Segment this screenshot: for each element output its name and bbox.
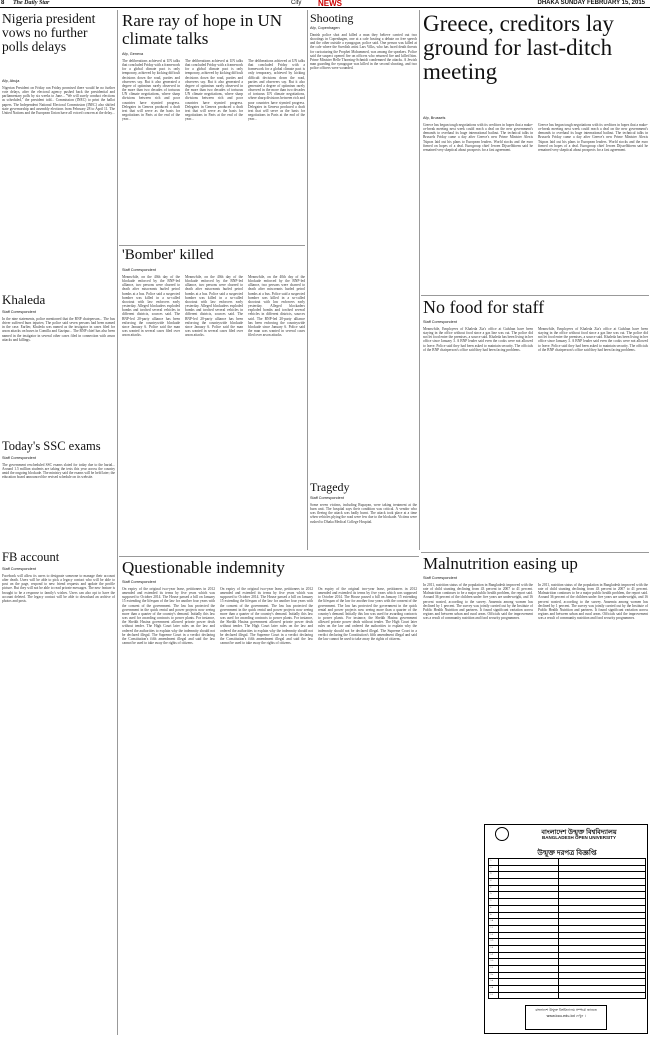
notice-row-right xyxy=(559,879,646,886)
notice-row xyxy=(489,879,646,886)
notice-row-left xyxy=(499,925,559,932)
notice-row-number: ১৭ xyxy=(489,966,499,973)
notice-row-left xyxy=(499,939,559,946)
section-rule xyxy=(421,295,649,296)
notice-row-right xyxy=(559,872,646,879)
notice-row-number: ১৩ xyxy=(489,939,499,946)
headline-shooting: Shooting xyxy=(310,11,354,25)
body-bomber-2: Meanwhile, on the 40th day of the blockade enforced by the BNP-led alliance, two persons were charred to death after miscreants hurled petrol bombs at a bus. Police said a suspected bomber was killed in a so-called shootout with law enforcers early yesterday. Alleged blockaders exploded bombs and torched several vehicles in different districts, sources said. The BNP-led 20-party alliance has been enforcing the countrywide blockade since January 6. Police said the man was wanted in several cases filed over arson attacks. xyxy=(185,275,243,338)
byline-indemnity: Staff Correspondent xyxy=(122,580,156,584)
notice-row xyxy=(489,925,646,932)
notice-row-number: ২১ xyxy=(489,992,499,999)
notice-row-right xyxy=(559,939,646,946)
byline-khaleda: Staff Correspondent xyxy=(2,310,36,314)
section-rule xyxy=(421,552,649,553)
body-bomber-3: Meanwhile, on the 40th day of the blockade enforced by the BNP-led alliance, two persons were charred to death after miscreants hurled petrol bombs at a bus. Police said a suspected bomber was killed in a so-called shootout with law enforcers early yesterday. Alleged blockaders exploded bombs and torched several vehicles in different districts, sources said. The BNP-led 20-party alliance has been enforcing the countrywide blockade since January 6. Police said the man was wanted in several cases filed over arson attacks. xyxy=(248,275,305,338)
body-food-2: Meanwhile, Employees of Khaleda Zia's office at Gulshan have been staying in the office without food since a gas line was cut. The police did not let food enter the premises, a source said. Khaleda has been living in her office since January 3. A BNP leader said even the cooks were not allowed to leave. Police said they had been asked to maintain security. The officials of the BNP chairperson's office said they had been facing problems. xyxy=(538,327,648,352)
notice-row-left xyxy=(499,932,559,939)
body-indemnity-1: On expiry of the original two-year lease, petitioners in 2012 amended and extended its terms by five years which was supposed to October 2014. The House passed a bill on January 15 extending the lifespan of the law for another four years with the consent of the government. The law has protected the government in the quick rental and power projects now seeing more than a quarter of the country's demand. Initially this law was used for awarding contracts to power plants. For instance, the Sheikh Hasina government allowed private power deals without tender. The High Court later rules on the law and ordered the authorities to explain why the indemnity should not be declared illegal. The Supreme Court in a verdict declaring the Constitution's fifth amendment illegal and said the law cannot be used to take away the rights of citizens. xyxy=(122,587,215,646)
notice-row-left xyxy=(499,859,559,866)
notice-row-right xyxy=(559,925,646,932)
notice-row-right xyxy=(559,859,646,866)
notice-row-number: ২ xyxy=(489,865,499,872)
headline-fb: FB account xyxy=(2,550,60,564)
notice-row-right xyxy=(559,919,646,926)
notice-row xyxy=(489,919,646,926)
body-indemnity-3: On expiry of the original two-year lease, petitioners in 2012 amended and extended its terms by five years which was supposed to October 2014. The House passed a bill on January 15 extending the lifespan of the law for another four years with the consent of the government. The law has protected the government in the quick rental and power projects now seeing more than a quarter of the country's demand. Initially this law was used for awarding contracts to power plants. For instance, the Sheikh Hasina government allowed private power deals without tender. The High Court later rules on the law and ordered the authorities to explain why the indemnity should not be declared illegal. The Supreme Court in a verdict declaring the Constitution's fifth amendment illegal and said the law cannot be used to take away the rights of citizens. xyxy=(318,587,417,641)
column-rule xyxy=(117,10,118,1035)
body-malnutrition-1: In 2011, nutrition status of the population in Bangladesh improved with the rate of child stunting declining from 43 percent in 2007 to 41 percent. Malnutrition continues to be a major public health problem, the report said. Around 36 percent of the children under five years are underweight, and 16 percent wasted, according to the survey. Anaemia among women has declined by 1 percent. The survey was jointly carried out by the Institute of Public Health Nutrition and partners. It found significant variation across regions and between urban and rural areas. Officials said the improvement was a result of community nutrition and food security programmes. xyxy=(423,583,533,621)
headline-khaleda: Khaleda xyxy=(2,292,46,307)
notice-title: উন্মুক্ত দরপত্র বিজ্ঞপ্তি xyxy=(537,850,597,857)
notice-row xyxy=(489,859,646,866)
notice-row-left xyxy=(499,892,559,899)
body-indemnity-2: On expiry of the original two-year lease, petitioners in 2012 amended and extended its terms by five years which was supposed to October 2014. The House passed a bill on January 15 extending the lifespan of the law for another four years with the consent of the government. The law has protected the government in the quick rental and power projects now seeing more than a quarter of the country's demand. Initially this law was used for awarding contracts to power plants. For instance, the Sheikh Hasina government allowed private power deals without tender. The High Court later rules on the law and ordered the authorities to explain why the indemnity should not be declared illegal. The Supreme Court in a verdict declaring the Constitution's fifth amendment illegal and said the law cannot be used to take away the rights of citizens. xyxy=(220,587,313,646)
body-malnutrition-2: In 2011, nutrition status of the population in Bangladesh improved with the rate of child stunting declining from 43 percent in 2007 to 41 percent. Malnutrition continues to be a major public health problem, the report said. Around 36 percent of the children under five years are underweight, and 16 percent wasted, according to the survey. Anaemia among women has declined by 1 percent. The survey was jointly carried out by the Institute of Public Health Nutrition and partners. It found significant variation across regions and between urban and rural areas. Officials said the improvement was a result of community nutrition and food security programmes. xyxy=(538,583,648,621)
body-nigeria: Nigerian President on Friday ran Friday promised there would be no further vote delays, after the electoral agency pushed back the presidential and parliamentary polls by six weeks to June... "We will surely conduct elections as scheduled," the president told... Commission (INEC) to print the ballot papers. The Independent National Electoral Commission (INEC) also shifted state governorship and assembly elections from February 28 to April 11. The United Nations and the European Union have all voiced concern at the delay... xyxy=(2,86,115,115)
notice-row xyxy=(489,986,646,993)
notice-row-left xyxy=(499,912,559,919)
body-khaleda: In the nine statements, police mentioned that the BNP chairperson... The bus driver suffered burn injuries; The police said seven persons had been named in the case. Earlier, Khaleda was named as the instigator in cases filed for arson attacks on buses in Comilla and Gazipur... The BNP chief has also been named in the instigator in several other cases filed in connection with arson attacks and killings. xyxy=(2,317,115,342)
byline-nigeria: Afp, Abuja xyxy=(2,79,20,83)
notice-row-left xyxy=(499,986,559,993)
notice-row-left xyxy=(499,972,559,979)
paper-name: The Daily Star xyxy=(13,0,50,6)
notice-row-left xyxy=(499,992,559,999)
issue-date: DHAKA SUNDAY FEBRUARY 15, 2015 xyxy=(537,0,645,6)
notice-org-bn: বাংলাদেশ উন্মুক্ত বিশ্ববিদ্যালয় xyxy=(541,829,617,836)
notice-row-left xyxy=(499,959,559,966)
notice-row xyxy=(489,912,646,919)
notice-row-number: ১৮ xyxy=(489,972,499,979)
notice-row-number: ১১ xyxy=(489,925,499,932)
headline-tragedy: Tragedy xyxy=(310,480,350,494)
notice-row xyxy=(489,959,646,966)
byline-ssc: Staff Correspondent xyxy=(2,456,36,460)
notice-row-number: ১০ xyxy=(489,919,499,926)
notice-row xyxy=(489,979,646,986)
notice-row xyxy=(489,966,646,973)
notice-row-right xyxy=(559,932,646,939)
notice-row-right xyxy=(559,952,646,959)
byline-tragedy: Staff Correspondent xyxy=(310,496,344,500)
notice-row xyxy=(489,892,646,899)
notice-row-right xyxy=(559,945,646,952)
notice-row-number: ১২ xyxy=(489,932,499,939)
byline-fb: Staff Correspondent xyxy=(2,567,36,571)
section-name: City xyxy=(291,0,302,6)
notice-row xyxy=(489,945,646,952)
notice-row-left xyxy=(499,872,559,879)
body-shooting: Danish police shot and killed a man they believe carried out two shootings in Copenhagen, one at a cafe hosting a debate on free speech and the other outside a synagogue, police said. One person was killed at the cafe where the Swedish artist Lars Vilks, who has faced death threats for caricaturing the Prophet Mohammed, was among the speakers. Police said the suspect opened fire on officers who returned fire and killed him. Prime Minister Helle Thorning-Schmidt condemned the attacks. A Jewish man guarding the synagogue was killed in the second shooting, and two police officers were wounded. xyxy=(310,33,417,71)
notice-row-number: ২০ xyxy=(489,986,499,993)
notice-row-number: ১৯ xyxy=(489,979,499,986)
notice-row-number: ১৫ xyxy=(489,952,499,959)
news-band: NEWS xyxy=(318,0,342,8)
byline-bomber: Staff Correspondent xyxy=(122,268,156,272)
notice-row-right xyxy=(559,905,646,912)
headline-climate: Rare ray of hope in UN climate talks xyxy=(122,11,283,48)
notice-row-number: ১৪ xyxy=(489,945,499,952)
notice-row xyxy=(489,932,646,939)
body-greece-1: Greece has begun tough negotiations with its creditors in hopes that a make-or-break meeting next week could reach a deal on the new government's demands to overhaul its huge international bailout. The technical talks in Brussels Friday came a day after Greece's new Prime Minister Alexis Tsipras laid out his plans to European leaders. World stocks and the euro firmed on hopes of a deal. Eurogroup chief Jeroen Dijsselbloem said he remained very skeptical about prospects for a fast agreement. xyxy=(423,123,533,152)
notice-row-number: ১৬ xyxy=(489,959,499,966)
notice-row-right xyxy=(559,865,646,872)
byline-food: Staff Correspondent xyxy=(423,320,457,324)
notice-row xyxy=(489,899,646,906)
column-rule xyxy=(419,10,420,550)
notice-row xyxy=(489,939,646,946)
notice-row-right xyxy=(559,986,646,993)
body-tragedy: Some seven victims, including Rupayan, were taking treatment at the burn unit. The hospital says their condition was critical. A vendor who was fleeing the attack was badly burnt. The attack took place at a time when vehicles plying the road were few due to the blockade. Victims were rushed to Dhaka Medical College Hospital. xyxy=(310,503,417,524)
notice-row-left xyxy=(499,945,559,952)
notice-row-right xyxy=(559,899,646,906)
body-bomber-1: Meanwhile, on the 40th day of the blockade enforced by the BNP-led alliance, two persons were charred to death after miscreants hurled petrol bombs at a bus. Police said a suspected bomber was killed in a so-called shootout with law enforcers early yesterday. Alleged blockaders exploded bombs and torched several vehicles in different districts, sources said. The BNP-led 20-party alliance has been enforcing the countrywide blockade since January 6. Police said the man was wanted in several cases filed over arson attacks. xyxy=(122,275,180,338)
body-ssc: The government rescheduled SSC exams slated for today due to the hartal... Around 1.5 million students are taking the tests this year across the country amid the ongoing blockade. The ministry said the exams will be held later; the education board announced the revised schedule on its website. xyxy=(2,463,115,480)
notice-row-right xyxy=(559,979,646,986)
notice-row-left xyxy=(499,905,559,912)
notice-org-en: BANGLADESH OPEN UNIVERSITY xyxy=(541,835,616,840)
notice-row-left xyxy=(499,952,559,959)
notice-row-left xyxy=(499,865,559,872)
body-food-1: Meanwhile, Employees of Khaleda Zia's office at Gulshan have been staying in the office without food since a gas line was cut. The police did not let food enter the premises, a source said. Khaleda has been living in her office since January 3. A BNP leader said even the cooks were not allowed to leave. Police said they had been asked to maintain security. The officials of the BNP chairperson's office said they had been facing problems. xyxy=(423,327,533,352)
notice-row-number: ৭ xyxy=(489,899,499,906)
notice-row-left xyxy=(499,879,559,886)
university-seal-icon xyxy=(495,827,509,841)
notice-row-right xyxy=(559,992,646,999)
notice-row-number: ৮ xyxy=(489,905,499,912)
notice-row-right xyxy=(559,972,646,979)
headline-food: No food for staff xyxy=(423,297,545,317)
section-rule xyxy=(119,245,305,246)
notice-row-left xyxy=(499,919,559,926)
notice-row-left xyxy=(499,966,559,973)
notice-row-right xyxy=(559,892,646,899)
body-greece-2: Greece has begun tough negotiations with its creditors in hopes that a make-or-break meeting next week could reach a deal on the new government's demands to overhaul its huge international bailout. The technical talks in Brussels Friday came a day after Greece's new Prime Minister Alexis Tsipras laid out his plans to European leaders. World stocks and the euro firmed on hopes of a deal. Eurogroup chief Jeroen Dijsselbloem said he remained very skeptical about prospects for a fast agreement. xyxy=(538,123,648,152)
notice-row xyxy=(489,872,646,879)
notice-row xyxy=(489,885,646,892)
headline-indemnity: Questionable indemnity xyxy=(122,558,285,577)
byline-climate: Afp, Geneva xyxy=(122,52,144,56)
notice-row xyxy=(489,972,646,979)
body-climate-3: The deliberations achieved at UN talks that concluded Friday with a framework for a global climate pact is only temporary, achieved by kicking difficult decisions down the road, parties and observers say. But it also generated a degree of optimism rarely observed in the more than two decades of tortuous UN climate negotiations, where sharp divisions between rich and poor countries have stymied progress. Delegates in Geneva produced a draft text that will serve as the basis for negotiations in Paris at the end of the year... xyxy=(248,59,305,122)
tender-notice xyxy=(484,824,648,1034)
headline-bomber: 'Bomber' killed xyxy=(122,247,214,263)
headline-malnutrition: Malnutrition easing up xyxy=(423,554,578,573)
notice-row xyxy=(489,992,646,999)
notice-row-number: ৬ xyxy=(489,892,499,899)
notice-footer: বাংলাদেশ উন্মুক্ত বিশ্ববিদ্যালয় সম্পর্কে জানতে www.bou.edu.bd দেখুন । xyxy=(525,1005,607,1030)
body-fb: Facebook will allow its users to designate someone to manage their account after death. Users will be able to pick a legacy contact who will be able to post on the page, respond to new friend requests and update the profile picture. But they will not be able to read private messages. The new feature is brought to be a response to family's wishes. Users can also opt to have the account deleted. The legacy contact will be able to download an archive of photos and posts. xyxy=(2,574,115,603)
byline-greece: Afp, Brussels xyxy=(423,116,446,120)
notice-row xyxy=(489,865,646,872)
notice-row-number: ৯ xyxy=(489,912,499,919)
notice-table xyxy=(488,858,646,999)
body-climate-1: The deliberations achieved at UN talks that concluded Friday with a framework for a global climate pact is only temporary, achieved by kicking difficult decisions down the road, parties and observers say. But it also generated a degree of optimism rarely observed in the more than two decades of tortuous UN climate negotiations, where sharp divisions between rich and poor countries have stymied progress. Delegates in Geneva produced a draft text that will serve as the basis for negotiations in Paris at the end of the year... xyxy=(122,59,180,122)
notice-row xyxy=(489,905,646,912)
section-rule xyxy=(119,556,419,557)
column-rule xyxy=(307,10,308,550)
page-number: 8 xyxy=(1,0,5,6)
notice-row xyxy=(489,952,646,959)
notice-row-right xyxy=(559,912,646,919)
notice-row-number: ৫ xyxy=(489,885,499,892)
headline-ssc: Today's SSC exams xyxy=(2,439,101,453)
notice-row-number: ৪ xyxy=(489,879,499,886)
notice-row-left xyxy=(499,899,559,906)
notice-row-number: ১ xyxy=(489,859,499,866)
notice-row-right xyxy=(559,966,646,973)
notice-row-right xyxy=(559,885,646,892)
notice-row-left xyxy=(499,979,559,986)
headline-greece: Greece, creditors lay ground for last-ditch meeting xyxy=(423,11,614,85)
notice-row-left xyxy=(499,885,559,892)
body-climate-2: The deliberations achieved at UN talks that concluded Friday with a framework for a global climate pact is only temporary, achieved by kicking difficult decisions down the road, parties and observers say. But it also generated a degree of optimism rarely observed in the more than two decades of tortuous UN climate negotiations, where sharp divisions between rich and poor countries have stymied progress. Delegates in Geneva produced a draft text that will serve as the basis for negotiations in Paris at the end of the year... xyxy=(185,59,243,122)
byline-shooting: Afp, Copenhagen xyxy=(310,26,340,30)
notice-row-right xyxy=(559,959,646,966)
byline-malnutrition: Staff Correspondent xyxy=(423,576,457,580)
notice-row-number: ৩ xyxy=(489,872,499,879)
headline-nigeria: Nigeria president vows no further polls delays xyxy=(2,11,96,55)
